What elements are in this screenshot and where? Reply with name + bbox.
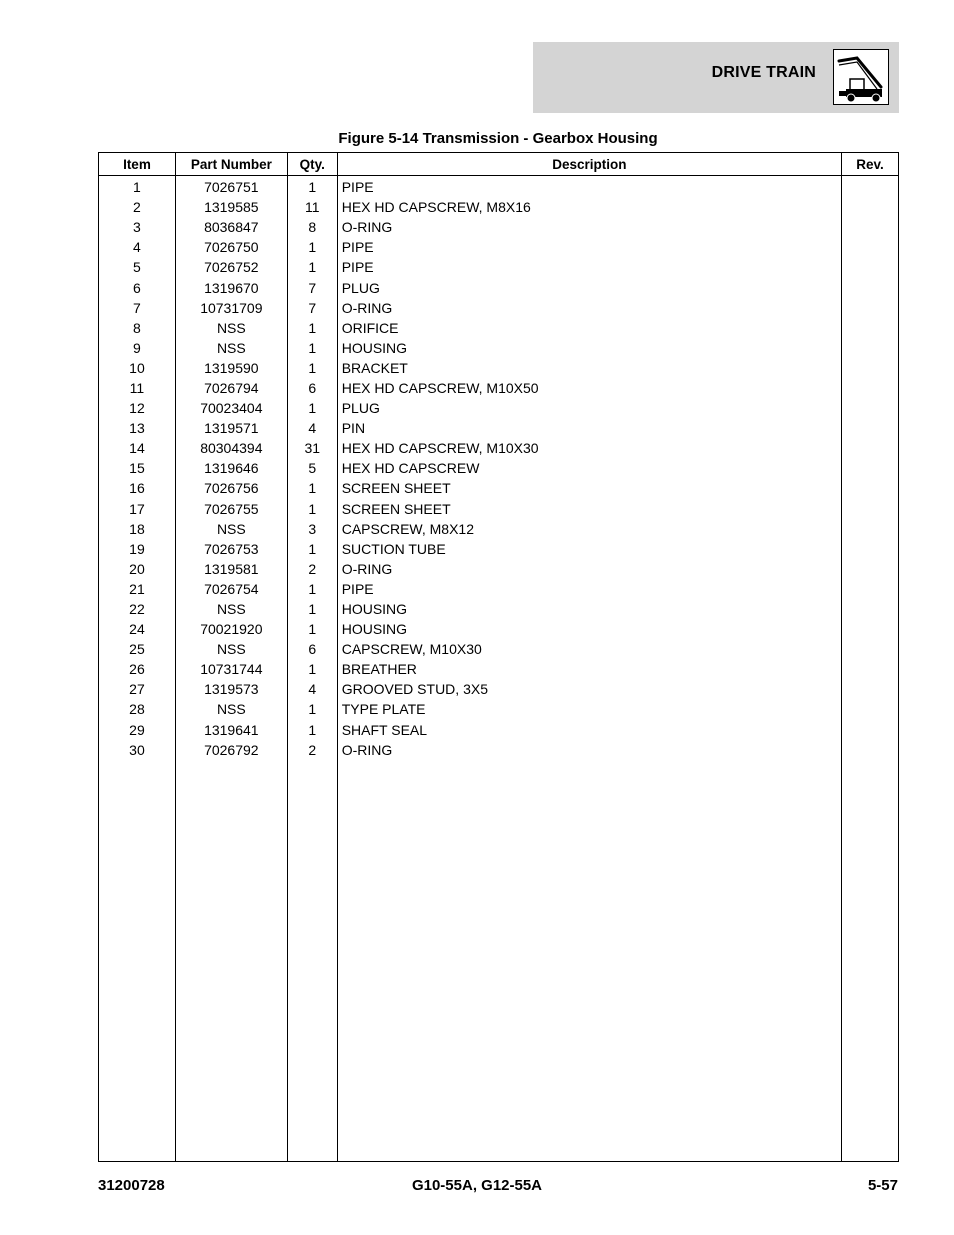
- telehandler-icon: [833, 49, 889, 105]
- table-row: [99, 418, 899, 438]
- cell-description: O-RING: [337, 217, 841, 237]
- cell-item: 6: [99, 277, 176, 297]
- cell-part-number: NSS: [175, 318, 287, 338]
- table-row: [99, 338, 899, 358]
- cell-description: HOUSING: [337, 338, 841, 358]
- cell-qty: 7: [287, 277, 337, 297]
- cell-rev: [842, 619, 899, 639]
- cell-description: CAPSCREW, M8X12: [337, 519, 841, 539]
- cell-description: TYPE PLATE: [337, 699, 841, 719]
- cell-description: PIPE: [337, 176, 841, 198]
- cell-part-number: 1319646: [175, 458, 287, 478]
- cell-part-number: NSS: [175, 699, 287, 719]
- cell-part-number: 1319581: [175, 559, 287, 579]
- cell-item: 27: [99, 679, 176, 699]
- cell-part-number: NSS: [175, 338, 287, 358]
- cell-rev: [842, 418, 899, 438]
- cell-item: 30: [99, 740, 176, 760]
- cell-rev: [842, 599, 899, 619]
- cell-description: PIPE: [337, 257, 841, 277]
- table-row: [99, 659, 899, 679]
- table-row: [99, 720, 899, 740]
- cell-rev: [842, 257, 899, 277]
- cell-part-number: NSS: [175, 639, 287, 659]
- table-row: [99, 358, 899, 378]
- table-filler-row: [99, 760, 899, 1162]
- cell-item: 3: [99, 217, 176, 237]
- table-row: [99, 237, 899, 257]
- cell-qty: 1: [287, 257, 337, 277]
- section-header: [533, 42, 899, 113]
- table-row: [99, 458, 899, 478]
- table-row: [99, 639, 899, 659]
- cell-item: 11: [99, 378, 176, 398]
- cell-qty: 4: [287, 679, 337, 699]
- cell-part-number: 10731744: [175, 659, 287, 679]
- cell-item: 4: [99, 237, 176, 257]
- cell-item: 25: [99, 639, 176, 659]
- column-header-part-number: Part Number: [175, 153, 287, 176]
- cell-item: 15: [99, 458, 176, 478]
- parts-table-body: [99, 176, 899, 1162]
- cell-qty: 1: [287, 398, 337, 418]
- cell-rev: [842, 679, 899, 699]
- cell-rev: [842, 217, 899, 237]
- cell-rev: [842, 740, 899, 760]
- cell-rev: [842, 458, 899, 478]
- cell-qty: 1: [287, 478, 337, 498]
- cell-item: 22: [99, 599, 176, 619]
- cell-item: 16: [99, 478, 176, 498]
- cell-item: 24: [99, 619, 176, 639]
- cell-description: SCREEN SHEET: [337, 499, 841, 519]
- cell-description: O-RING: [337, 298, 841, 318]
- cell-item: 13: [99, 418, 176, 438]
- cell-rev: [842, 699, 899, 719]
- cell-qty: 6: [287, 639, 337, 659]
- cell-description: PLUG: [337, 398, 841, 418]
- cell-part-number: NSS: [175, 519, 287, 539]
- cell-item: 26: [99, 659, 176, 679]
- table-row: [99, 197, 899, 217]
- table-header-row: [99, 153, 899, 176]
- cell-qty: 1: [287, 499, 337, 519]
- cell-part-number: 7026792: [175, 740, 287, 760]
- cell-rev: [842, 519, 899, 539]
- cell-rev: [842, 197, 899, 217]
- cell-description: HOUSING: [337, 619, 841, 639]
- cell-item: 29: [99, 720, 176, 740]
- cell-qty: 1: [287, 699, 337, 719]
- cell-qty: 4: [287, 418, 337, 438]
- cell-qty: 8: [287, 217, 337, 237]
- cell-item: 20: [99, 559, 176, 579]
- cell-qty: 1: [287, 539, 337, 559]
- table-row: [99, 519, 899, 539]
- cell-part-number: 1319590: [175, 358, 287, 378]
- cell-item: 28: [99, 699, 176, 719]
- cell-description: SHAFT SEAL: [337, 720, 841, 740]
- cell-rev: [842, 176, 899, 198]
- cell-description: HEX HD CAPSCREW, M8X16: [337, 197, 841, 217]
- table-row: [99, 378, 899, 398]
- cell-description: HEX HD CAPSCREW, M10X30: [337, 438, 841, 458]
- cell-item: 21: [99, 579, 176, 599]
- cell-part-number: 1319641: [175, 720, 287, 740]
- cell-qty: 1: [287, 338, 337, 358]
- figure-title: Figure 5-14 Transmission - Gearbox Housing: [338, 130, 658, 147]
- cell-part-number: NSS: [175, 599, 287, 619]
- table-row: [99, 318, 899, 338]
- cell-rev: [842, 378, 899, 398]
- table-row: [99, 559, 899, 579]
- cell-rev: [842, 398, 899, 418]
- table-row: [99, 599, 899, 619]
- cell-qty: 1: [287, 579, 337, 599]
- cell-rev: [842, 277, 899, 297]
- cell-qty: 1: [287, 619, 337, 639]
- cell-qty: 6: [287, 378, 337, 398]
- table-row: [99, 740, 899, 760]
- cell-part-number: 8036847: [175, 217, 287, 237]
- cell-description: PLUG: [337, 277, 841, 297]
- cell-part-number: 1319670: [175, 277, 287, 297]
- cell-qty: 1: [287, 659, 337, 679]
- cell-item: 1: [99, 176, 176, 198]
- cell-description: BREATHER: [337, 659, 841, 679]
- column-header-item: Item: [99, 153, 176, 176]
- cell-part-number: 1319573: [175, 679, 287, 699]
- cell-part-number: 7026756: [175, 478, 287, 498]
- table-row: [99, 478, 899, 498]
- cell-item: 7: [99, 298, 176, 318]
- cell-description: O-RING: [337, 740, 841, 760]
- cell-rev: [842, 358, 899, 378]
- cell-qty: 5: [287, 458, 337, 478]
- cell-qty: 1: [287, 237, 337, 257]
- cell-description: GROOVED STUD, 3X5: [337, 679, 841, 699]
- cell-rev: [842, 478, 899, 498]
- table-row: [99, 699, 899, 719]
- cell-qty: 2: [287, 559, 337, 579]
- table-row: [99, 176, 899, 198]
- cell-item: 8: [99, 318, 176, 338]
- cell-part-number: 7026794: [175, 378, 287, 398]
- cell-description: CAPSCREW, M10X30: [337, 639, 841, 659]
- cell-description: PIPE: [337, 237, 841, 257]
- document-number: 31200728: [98, 1177, 165, 1194]
- cell-item: 17: [99, 499, 176, 519]
- table-row: [99, 257, 899, 277]
- cell-qty: 3: [287, 519, 337, 539]
- cell-description: PIPE: [337, 579, 841, 599]
- cell-rev: [842, 298, 899, 318]
- table-row: [99, 499, 899, 519]
- page-number: 5-57: [867, 1177, 898, 1194]
- cell-item: 10: [99, 358, 176, 378]
- cell-item: 2: [99, 197, 176, 217]
- cell-part-number: 1319585: [175, 197, 287, 217]
- cell-part-number: 7026751: [175, 176, 287, 198]
- cell-qty: 31: [287, 438, 337, 458]
- cell-item: 19: [99, 539, 176, 559]
- cell-part-number: 10731709: [175, 298, 287, 318]
- cell-part-number: 7026753: [175, 539, 287, 559]
- cell-part-number: 7026755: [175, 499, 287, 519]
- cell-rev: [842, 659, 899, 679]
- cell-part-number: 1319571: [175, 418, 287, 438]
- table-row: [99, 277, 899, 297]
- cell-item: 9: [99, 338, 176, 358]
- model-numbers: G10-55A, G12-55A: [411, 1177, 543, 1194]
- cell-rev: [842, 720, 899, 740]
- cell-rev: [842, 499, 899, 519]
- cell-qty: 1: [287, 176, 337, 198]
- cell-qty: 1: [287, 599, 337, 619]
- table-row: [99, 217, 899, 237]
- cell-description: ORIFICE: [337, 318, 841, 338]
- cell-rev: [842, 237, 899, 257]
- cell-part-number: 7026750: [175, 237, 287, 257]
- column-header-qty: Qty.: [287, 153, 337, 176]
- cell-item: 12: [99, 398, 176, 418]
- table-row: [99, 398, 899, 418]
- column-header-rev: Rev.: [842, 153, 899, 176]
- table-row: [99, 579, 899, 599]
- table-row: [99, 298, 899, 318]
- cell-description: HEX HD CAPSCREW: [337, 458, 841, 478]
- cell-rev: [842, 318, 899, 338]
- cell-part-number: 80304394: [175, 438, 287, 458]
- cell-rev: [842, 579, 899, 599]
- cell-qty: 11: [287, 197, 337, 217]
- table-row: [99, 679, 899, 699]
- parts-table: [98, 152, 899, 1162]
- cell-item: 5: [99, 257, 176, 277]
- cell-qty: 1: [287, 318, 337, 338]
- cell-description: SCREEN SHEET: [337, 478, 841, 498]
- cell-rev: [842, 338, 899, 358]
- table-row: [99, 619, 899, 639]
- cell-description: HOUSING: [337, 599, 841, 619]
- cell-rev: [842, 438, 899, 458]
- table-row: [99, 539, 899, 559]
- cell-qty: 1: [287, 358, 337, 378]
- cell-rev: [842, 639, 899, 659]
- column-header-description: Description: [337, 153, 841, 176]
- cell-part-number: 70021920: [175, 619, 287, 639]
- cell-description: O-RING: [337, 559, 841, 579]
- cell-part-number: 7026754: [175, 579, 287, 599]
- cell-item: 18: [99, 519, 176, 539]
- cell-description: HEX HD CAPSCREW, M10X50: [337, 378, 841, 398]
- cell-qty: 7: [287, 298, 337, 318]
- cell-item: 14: [99, 438, 176, 458]
- cell-rev: [842, 539, 899, 559]
- cell-description: PIN: [337, 418, 841, 438]
- cell-part-number: 70023404: [175, 398, 287, 418]
- cell-rev: [842, 559, 899, 579]
- cell-part-number: 7026752: [175, 257, 287, 277]
- table-row: [99, 438, 899, 458]
- section-title: DRIVE TRAIN: [711, 64, 816, 81]
- cell-qty: 2: [287, 740, 337, 760]
- cell-description: BRACKET: [337, 358, 841, 378]
- cell-description: SUCTION TUBE: [337, 539, 841, 559]
- cell-qty: 1: [287, 720, 337, 740]
